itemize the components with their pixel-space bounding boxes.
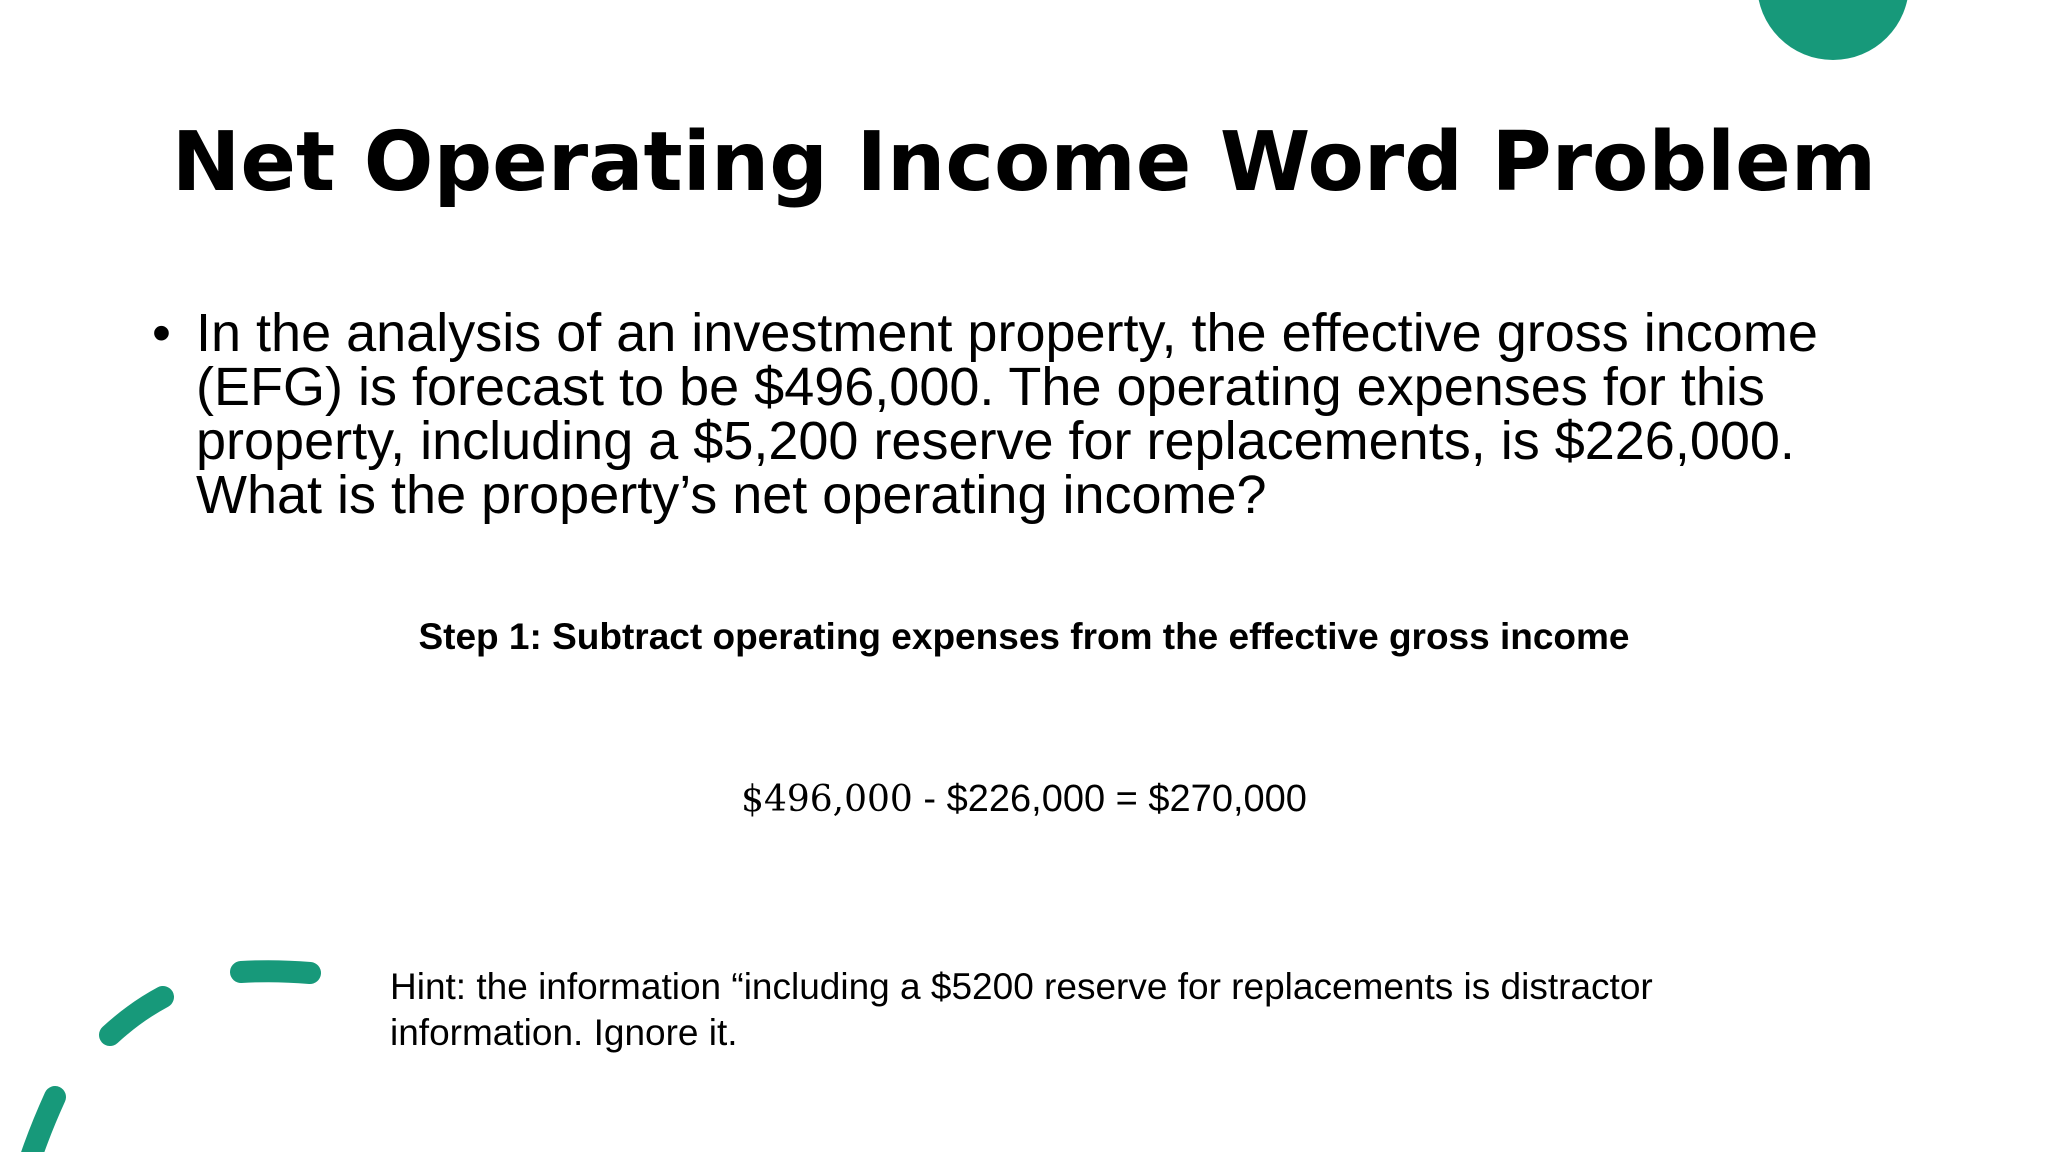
dashed-arc-decoration [30,971,310,1152]
green-circle-decoration [1757,0,1909,60]
slide-title: Net Operating Income Word Problem [171,115,1877,210]
equation [0,778,2048,821]
bullet-marker: • [152,303,171,363]
arc-dash-middle [110,997,163,1035]
equation-first-term: $496,000 [741,779,913,820]
arc-dash-top [241,971,310,973]
problem-text: In the analysis of an investment property, the effective gross income (EFG) is forecast to be $496,000. The operating expenses for this property, including a $5,200 reserve for replacements, is $226,000. What is the property’s net operating income? [196,303,1818,525]
hint-text: Hint: the information “including a $5200 reserve for replacements is distractor information. Ignore it. [390,966,1653,1053]
arc-dash-bottom [30,1097,55,1152]
problem-bullet [152,303,1892,525]
equation-rest: - $226,000 = $270,000 [912,778,1307,820]
step-heading: Step 1: Subtract operating expenses from the effective gross income [418,616,1630,657]
